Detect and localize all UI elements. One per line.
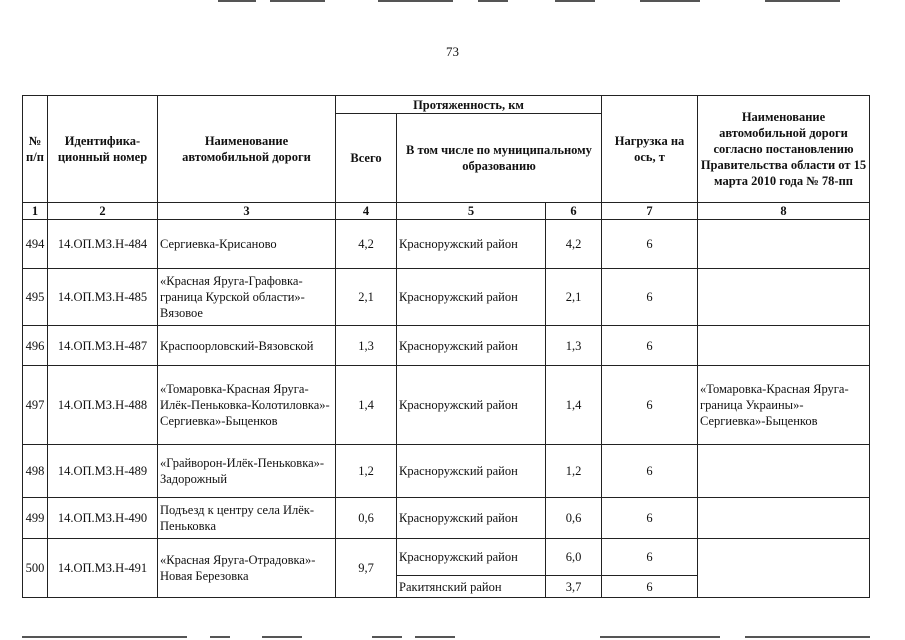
column-number: 5 xyxy=(397,203,546,220)
road-id: 14.ОП.МЗ.Н-489 xyxy=(48,445,158,498)
scan-edge-line xyxy=(218,0,256,2)
column-number: 8 xyxy=(698,203,870,220)
total-length: 1,4 xyxy=(336,366,397,445)
axle-load: 6 xyxy=(602,539,698,576)
road-name: «Красная Яруга-Отрадовка»-Новая Березовка xyxy=(158,539,336,598)
header-axle: Нагрузка на ось, т xyxy=(602,96,698,203)
district: Красноружский район xyxy=(397,269,546,326)
header-length-group: Протяженность, км xyxy=(336,96,602,114)
road-name: Сергиевка-Крисаново xyxy=(158,220,336,269)
scan-edge-line xyxy=(478,0,508,2)
header-total: Всего xyxy=(336,114,397,203)
district-length: 1,2 xyxy=(546,445,602,498)
decree-name xyxy=(698,326,870,366)
road-name: «Томаровка-Красная Яруга-Илёк-Пеньковка-Колотиловка»-Сергиевка»-Быценков xyxy=(158,366,336,445)
table-row xyxy=(23,326,870,366)
table-row xyxy=(23,220,870,269)
table-row xyxy=(23,445,870,498)
column-number: 4 xyxy=(336,203,397,220)
scan-edge-line xyxy=(372,636,402,638)
table-row xyxy=(23,498,870,539)
district: Красноружский район xyxy=(397,326,546,366)
district: Красноружский район xyxy=(397,445,546,498)
decree-name xyxy=(698,445,870,498)
district-length: 6,0 xyxy=(546,539,602,576)
total-length: 9,7 xyxy=(336,539,397,598)
district-length: 0,6 xyxy=(546,498,602,539)
row-num: 499 xyxy=(23,498,48,539)
district: Красноружский район xyxy=(397,539,546,576)
road-id: 14.ОП.МЗ.Н-487 xyxy=(48,326,158,366)
axle-load: 6 xyxy=(602,269,698,326)
total-length: 1,2 xyxy=(336,445,397,498)
district: Красноружский район xyxy=(397,498,546,539)
decree-name xyxy=(698,498,870,539)
road-id: 14.ОП.МЗ.Н-490 xyxy=(48,498,158,539)
row-num: 496 xyxy=(23,326,48,366)
axle-load: 6 xyxy=(602,576,698,598)
road-id: 14.ОП.МЗ.Н-488 xyxy=(48,366,158,445)
total-length: 0,6 xyxy=(336,498,397,539)
header-municipal: В том числе по муниципальному образованию xyxy=(397,114,602,203)
column-number: 3 xyxy=(158,203,336,220)
page-number: 73 xyxy=(446,44,459,59)
road-id: 14.ОП.МЗ.Н-485 xyxy=(48,269,158,326)
row-num: 497 xyxy=(23,366,48,445)
decree-name xyxy=(698,269,870,326)
district: Ракитянский район xyxy=(397,576,546,598)
column-number: 7 xyxy=(602,203,698,220)
district-length: 4,2 xyxy=(546,220,602,269)
scan-edge-line xyxy=(415,636,455,638)
road-name: Подъезд к центру села Илёк-Пеньковка xyxy=(158,498,336,539)
header-name: Наименование автомобильной дороги xyxy=(158,96,336,203)
scan-edge-line xyxy=(22,636,187,638)
column-number: 2 xyxy=(48,203,158,220)
total-length: 2,1 xyxy=(336,269,397,326)
district-length: 1,3 xyxy=(546,326,602,366)
header-decree-name: Наименование автомобильной дороги согласно постановлению Правительства области от 15 марта 2010 года № 78-пп xyxy=(698,96,870,203)
district-length: 3,7 xyxy=(546,576,602,598)
axle-load: 6 xyxy=(602,498,698,539)
header-id: Идентифика-ционный номер xyxy=(48,96,158,203)
decree-name xyxy=(698,220,870,269)
decree-name: «Томаровка-Красная Яруга-граница Украины»-Сергиевка»-Быценков xyxy=(698,366,870,445)
header-num: № п/п xyxy=(23,96,48,203)
roads-table xyxy=(22,95,870,598)
axle-load: 6 xyxy=(602,366,698,445)
scan-edge-line xyxy=(745,636,870,638)
scan-edge-line xyxy=(262,636,302,638)
scan-edge-line xyxy=(765,0,840,2)
district: Красноружский район xyxy=(397,366,546,445)
scan-edge-line xyxy=(640,0,700,2)
scan-edge-line xyxy=(600,636,720,638)
district: Красноружский район xyxy=(397,220,546,269)
total-length: 4,2 xyxy=(336,220,397,269)
row-num: 494 xyxy=(23,220,48,269)
scan-edge-line xyxy=(378,0,453,2)
decree-name xyxy=(698,539,870,598)
scan-edge-line xyxy=(270,0,325,2)
axle-load: 6 xyxy=(602,445,698,498)
row-num: 500 xyxy=(23,539,48,598)
district-length: 1,4 xyxy=(546,366,602,445)
table-row xyxy=(23,269,870,326)
road-name: Краспоорловский-Вязовской xyxy=(158,326,336,366)
road-name: «Красная Яруга-Графовка-граница Курской области»-Вязовое xyxy=(158,269,336,326)
column-number: 1 xyxy=(23,203,48,220)
row-num: 495 xyxy=(23,269,48,326)
total-length: 1,3 xyxy=(336,326,397,366)
road-id: 14.ОП.МЗ.Н-491 xyxy=(48,539,158,598)
road-name: «Грайворон-Илёк-Пеньковка»-Задорожный xyxy=(158,445,336,498)
table-row xyxy=(23,539,870,576)
table-row xyxy=(23,366,870,445)
axle-load: 6 xyxy=(602,326,698,366)
scan-edge-line xyxy=(555,0,595,2)
row-num: 498 xyxy=(23,445,48,498)
scan-edge-line xyxy=(210,636,230,638)
district-length: 2,1 xyxy=(546,269,602,326)
road-id: 14.ОП.МЗ.Н-484 xyxy=(48,220,158,269)
axle-load: 6 xyxy=(602,220,698,269)
column-number: 6 xyxy=(546,203,602,220)
